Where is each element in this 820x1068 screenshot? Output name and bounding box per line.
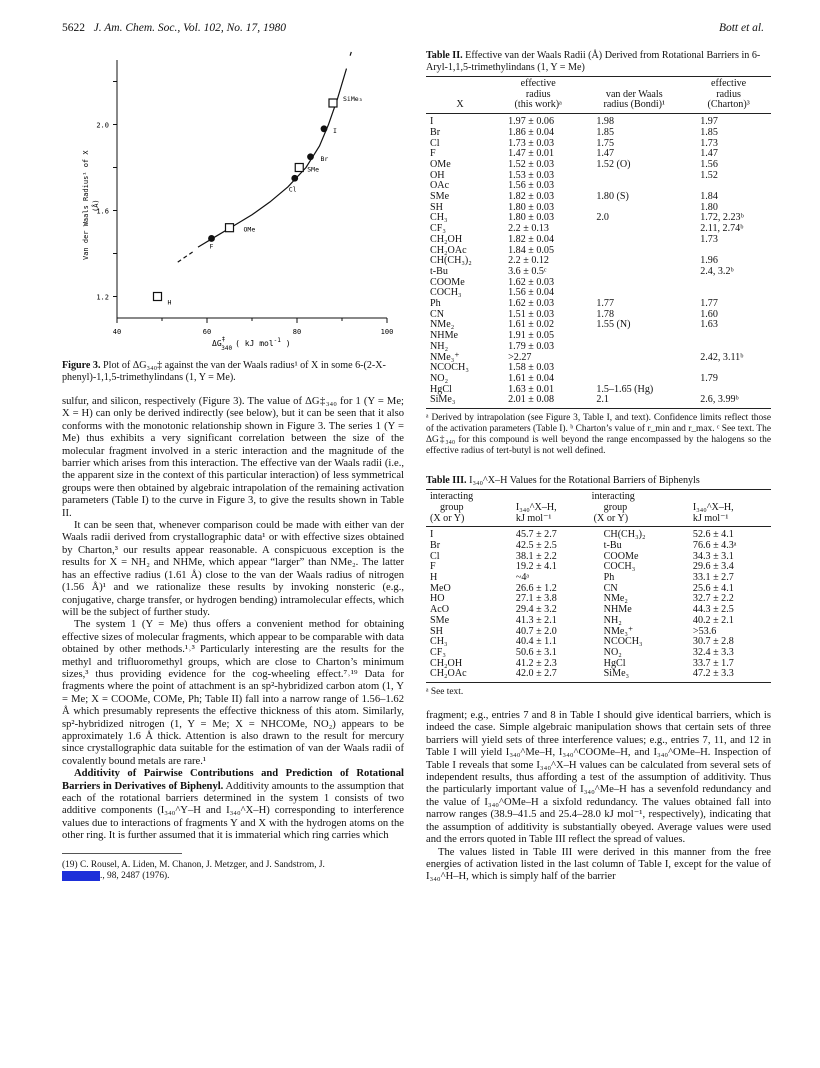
table-header: radius	[525, 88, 551, 100]
table3-row	[426, 669, 771, 682]
left-column	[62, 50, 404, 883]
table-2-label: Table II.	[426, 50, 463, 61]
table3-cell: CF₃	[430, 646, 446, 658]
table3-cell: COOMe	[603, 550, 639, 562]
table2-cell	[686, 342, 771, 353]
paragraph	[62, 768, 404, 842]
x-tick-label: 40	[112, 328, 122, 336]
data-point-ome	[226, 224, 234, 232]
table2-cell	[582, 353, 686, 364]
table2-cell: 1.47	[700, 148, 718, 160]
table3-cell: 45.7 ± 2.7	[515, 529, 557, 541]
table2-cell: NO₂	[430, 372, 449, 384]
table2-cell: 1.80 (S)	[596, 191, 629, 203]
table-header: radius	[716, 88, 741, 100]
table3-cell: Br	[430, 539, 441, 551]
table3-cell: 29.4 ± 3.2	[515, 604, 557, 616]
table2-cell: 1.86 ± 0.04	[508, 126, 555, 138]
table2-cell: CN	[430, 308, 445, 320]
table2-cell	[686, 331, 771, 342]
table2-cell: 2.2 ± 0.13	[508, 223, 549, 235]
table2-row	[426, 246, 771, 257]
table2-cell: 1.58 ± 0.03	[508, 362, 555, 374]
table2-cell: HgCl	[430, 383, 452, 395]
table2-row	[426, 128, 771, 139]
table-header: van der Waals	[605, 88, 663, 100]
table2-cell: 1.53 ± 0.03	[508, 169, 555, 181]
table3-cell: CN	[603, 582, 618, 594]
table3-cell: H	[430, 572, 438, 584]
table2-cell: 1.80	[700, 201, 718, 213]
table2-cell: OAc	[430, 180, 450, 192]
table3-cell: 41.3 ± 2.1	[515, 614, 557, 626]
table2-cell: 2.4, 3.2ᵇ	[700, 265, 734, 277]
x-axis-label-unit-end: )	[280, 339, 291, 348]
table2-row	[426, 363, 771, 374]
table3-cell: 76.6 ± 4.3ᵃ	[692, 539, 737, 551]
table2-cell: 2.2 ± 0.12	[508, 255, 549, 267]
table-2	[426, 76, 771, 409]
table3-row	[426, 616, 771, 627]
table2-cell: 1.80 ± 0.03	[508, 212, 555, 224]
table3-cell: 26.6 ± 1.2	[515, 582, 557, 594]
table-header	[679, 490, 771, 503]
table-3-label: Table III.	[426, 475, 467, 487]
table2-cell: 1.52 ± 0.03	[508, 158, 555, 170]
table3-cell: MeO	[430, 582, 451, 594]
table3-cell: HgCl	[603, 657, 626, 669]
table-header: (Charton)³	[686, 100, 771, 113]
table3-cell: t-Bu	[603, 539, 622, 551]
table2-cell	[686, 181, 771, 192]
table2-cell: CH₃	[430, 212, 448, 224]
point-label-h: H	[167, 298, 172, 307]
figure-3-caption-label: Figure 3.	[62, 360, 101, 371]
table-header	[582, 77, 686, 90]
table2-cell: 1.47	[596, 148, 614, 160]
table2-cell: 1.62 ± 0.03	[508, 276, 555, 288]
table2-cell: CH₂OH	[430, 233, 463, 245]
table3-cell: 33.1 ± 2.7	[692, 572, 734, 584]
table3-cell: 19.2 ± 4.1	[515, 561, 557, 573]
data-point-f	[208, 235, 215, 242]
table3-cell: 32.4 ± 3.3	[692, 646, 734, 658]
table2-cell: 1.72, 2.23ᵇ	[700, 212, 744, 224]
table2-cell: 1.78	[596, 308, 614, 320]
table-2-body	[426, 114, 771, 409]
table2-cell: 1.73	[700, 233, 718, 245]
table2-cell: NMe₂	[430, 319, 455, 331]
paragraph: The system 1 (Y = Me) thus offers a convenient method for obtaining effective sizes of molecular fragments, which appear to be comparable with data obtained by other methods.¹˒³ Particularly interesting are the results for the methyl and trifluoromethyl groups, which are close to Charton’s minimum sizes,³ thus providing evidence for the cog-wheeling effect.⁷˒¹⁹ Data for fragments where the point of attachment is an sp²-hybridized carbon atom (1, Y = Me; X = COOMe, COMe, Ph; Table II) fall into a narrow range of 1.56–1.62 Å which presumably represents the effective thickness of this atom. Similarly, sp²-hybridized nitrogen (1, Y = Me; X = NHCOMe, NO₂) appears to be approximately 1.6 Å thick. Attention is also drawn to the result for mercury since crystallographic data suitable for the estimation of van der Waals radii of covalently bound metals are rare.¹	[62, 619, 404, 767]
table2-cell: NCOCH₃	[430, 362, 469, 374]
table2-cell: OH	[430, 169, 445, 181]
table3-row	[426, 527, 771, 541]
x-axis-label-unit: ( kJ mol	[235, 339, 274, 348]
table3-cell: 25.6 ± 4.1	[692, 582, 734, 594]
data-point-cl	[291, 175, 298, 182]
table3-cell: NHMe	[603, 604, 632, 616]
table2-row	[426, 353, 771, 364]
footnote-text-end: ., 98, 2487 (1976).	[100, 871, 170, 882]
table2-cell: 1.84 ± 0.05	[508, 244, 555, 256]
table-header: radius (Bondi)¹	[582, 100, 686, 113]
right-column	[426, 50, 771, 884]
table3-cell: CH(CH₃)₂	[603, 529, 646, 541]
table2-cell: 1.77	[700, 298, 718, 310]
page-number: 5622	[62, 22, 85, 34]
point-label-i: I	[333, 126, 337, 135]
table2-cell	[686, 363, 771, 374]
table3-cell: NCOCH₃	[603, 636, 643, 648]
table2-cell: 1.97 ± 0.06	[508, 116, 555, 128]
table2-cell	[686, 246, 771, 257]
x-axis-label-sub: 340	[221, 345, 233, 352]
table-header: interacting	[426, 490, 502, 503]
table2-cell: 1.73	[700, 137, 718, 149]
table3-cell: 38.1 ± 2.2	[515, 550, 557, 562]
table2-cell: 2.0	[596, 212, 609, 224]
table-header: (X or Y)	[426, 514, 502, 527]
table2-cell: 1.60	[700, 308, 718, 320]
table2-cell: SiMe₃	[426, 395, 494, 408]
table3-cell: HO	[430, 593, 445, 605]
point-label-sme: SMe	[307, 165, 319, 174]
table3-cell: F	[430, 561, 436, 573]
table3-cell: CH₂OAc	[426, 669, 502, 682]
point-label-f: F	[209, 242, 214, 251]
table2-cell: Br	[430, 126, 441, 138]
page-header-authors: Bott et al.	[718, 22, 764, 34]
table3-cell: CH₂OH	[430, 657, 463, 669]
table2-row	[426, 224, 771, 235]
table-header	[426, 77, 494, 90]
extrapolation-lower	[178, 251, 194, 262]
table2-cell	[582, 256, 686, 267]
table2-row	[426, 192, 771, 203]
footnote-text: (19) C. Rousel, A. Liden, M. Chanon, J. Metzger, and J. Sandstrom, J.	[62, 859, 325, 870]
left-body-text	[62, 396, 404, 843]
table3-cell: 40.7 ± 2.0	[515, 625, 557, 637]
data-point-sime3	[329, 99, 337, 107]
table2-cell: 1.77	[596, 298, 614, 310]
table3-cell: I	[430, 529, 434, 541]
table2-cell: SMe	[430, 191, 450, 203]
table3-cell: 33.7 ± 1.7	[692, 657, 734, 669]
table2-cell: >2.27	[508, 351, 532, 363]
table2-cell	[582, 278, 686, 289]
table2-cell	[582, 342, 686, 353]
table2-cell: 1.56 ± 0.03	[508, 180, 555, 192]
table2-cell: 1.84	[700, 191, 718, 203]
table-header: interacting	[590, 490, 679, 503]
paragraph: sulfur, and silicon, respectively (Figure 3). The value of ΔG‡₃₄₀ for 1 (Y = Me; X = H) can only be derived indirectly (see below), but it can be seen that it also conforms with the monotonic relationship shown in Figure 3. The series 1 (Y = Me) thus exhibits a very significant correlation between the size of the molecular fragment involved in a steric interaction and the magnitude of the barrier which arises from this interaction. The effective van der Waals radii (i.e., the apparent size in the context of this particular interaction) of less symmetrical groups were then obtained by algebraic intrapolation of the remaining activation parameters (Table I) to the curve in Figure 3, to give the results shown in Table II.	[62, 396, 404, 519]
table2-cell: 1.63	[700, 319, 718, 331]
figure-3	[62, 50, 404, 355]
table2-cell: F	[430, 148, 436, 160]
y-tick-label: 1.6	[96, 207, 109, 216]
table3-cell: 47.2 ± 3.3	[679, 669, 771, 682]
table2-cell: Cl	[430, 137, 440, 149]
section-heading: Additivity of Pairwise Contributions and Prediction of Rotational Barriers in Derivatives of Biphenyl.	[62, 768, 404, 792]
table2-cell: 1.56 ± 0.04	[508, 287, 555, 299]
paragraph: fragment; e.g., entries 7 and 8 in Table I should give identical barriers, which is indeed the case. Simple algebraic manipulation shows that certain sets of three barriers will yield sets of three interference values; e.g., entries 7, 11, and 12 in Table I will yield I₃₄₀^Me–H, I₃₄₀^COOMe–H, and I₃₄₀^OMe–H. Inspection of Table I reveals that some I₃₄₀^X–H values can be calculated from several sets of independent results, thus affording a test of the assumption of additivity. Thus the particularly important value of I₃₄₀^Me–H has a sevenfold redundancy and the value of I₃₄₀^OMe–H a sixfold redundancy. The values obtained fall into narrow ranges (38.9–41.5 and 25.4–28.0 kJ mol⁻¹, respectively), indicating that the assumption of additivity is substantially obeyed. Average values were used and the errors quoted in Table III reflect the spread of values.	[426, 710, 771, 846]
table2-cell: 1.75	[596, 137, 614, 149]
x-tick-label: 60	[202, 328, 212, 336]
highlight-box	[62, 871, 100, 881]
table2-cell	[582, 235, 686, 246]
table2-cell: 1.61 ± 0.04	[508, 372, 555, 384]
table2-cell	[582, 331, 686, 342]
table3-row	[426, 541, 771, 552]
table2-row	[426, 278, 771, 289]
table3-cell: 50.6 ± 3.1	[515, 646, 557, 658]
table2-cell: 2.42, 3.11ᵇ	[700, 351, 744, 363]
table-header: I₃₄₀^X–H,	[515, 501, 557, 513]
table3-cell: 44.3 ± 2.5	[692, 604, 734, 616]
table3-cell: 41.2 ± 2.3	[515, 657, 557, 669]
table-2-title-text: Effective van der Waals Radii (Å) Derived from Rotational Barriers in 6-Aryl-1,1,5-trimethylindans (1, Y = Me)	[426, 50, 761, 73]
table3-cell: COCH₃	[603, 561, 636, 573]
point-label-ome: OMe	[243, 225, 256, 234]
y-axis-unit: (Å)	[92, 199, 100, 212]
table2-row	[426, 342, 771, 353]
table2-cell: 2.1	[582, 395, 686, 408]
table3-cell: SH	[430, 625, 443, 637]
table2-cell: 1.79	[700, 372, 718, 384]
point-label-cl: Cl	[288, 185, 297, 194]
point-label-br: Br	[320, 154, 329, 163]
table3-cell: NMe₂	[603, 593, 628, 605]
y-tick-label: 2.0	[96, 121, 109, 130]
table2-cell: 2.6, 3.99ᵇ	[686, 395, 771, 408]
table2-cell: 1.52 (O)	[596, 158, 631, 170]
table2-cell: SH	[430, 201, 443, 213]
table-header: effective	[494, 77, 582, 90]
table-header: kJ mol⁻¹	[679, 514, 771, 527]
table2-cell: COOMe	[430, 276, 465, 288]
data-point-sme	[295, 164, 303, 172]
table-header	[502, 490, 590, 503]
data-points	[154, 95, 363, 307]
table3-cell: 42.5 ± 2.5	[515, 539, 557, 551]
y-axis-label: Van der Waals Radius¹ of X	[82, 150, 90, 260]
table-header: group	[603, 501, 628, 513]
table2-cell: Ph	[430, 298, 441, 310]
table3-cell: Cl	[430, 550, 440, 562]
footnote-19	[62, 853, 325, 883]
table2-cell	[686, 278, 771, 289]
table-header: (X or Y)	[590, 514, 679, 527]
table-header: kJ mol⁻¹	[502, 514, 590, 527]
table-header: X	[426, 100, 494, 113]
x-tick-label: 80	[292, 328, 302, 336]
table3-cell: 34.3 ± 3.1	[692, 550, 734, 562]
table2-row	[426, 235, 771, 246]
table-header: effective	[686, 77, 771, 90]
table2-row	[426, 267, 771, 278]
table3-cell: 30.7 ± 2.8	[692, 636, 734, 648]
table2-cell: 1.63 ± 0.01	[508, 383, 555, 395]
table3-cell: 27.1 ± 3.8	[515, 593, 557, 605]
x-axis-label	[212, 336, 291, 352]
x-tick-label: 100	[380, 328, 394, 336]
table2-cell: 1.85	[596, 126, 614, 138]
table2-cell: NHMe	[430, 330, 459, 342]
table2-row	[426, 395, 771, 408]
table2-cell: 1.73 ± 0.03	[508, 137, 555, 149]
table2-cell: 1.5–1.65 (Hg)	[596, 383, 654, 395]
table-3-title	[426, 475, 771, 487]
paragraph: It can be seen that, whenever comparison could be made with either van der Waals radii derived from crystallographic data¹ or with effective sizes obtained by Charton,³ our results appear reasonable. A conspicuous exception is the results for X = NH₂ and NHMe, which appear “larger” than NMe₂. The latter has an effective radius (1.61 Å) close to the van der Waals radius of nitrogen (1.56 Å)¹ and we rationalize these results by invoking nonsteric (e.g., conjugative, charge transfer, or hydrogen bending) intramolecular effects, which will be the subject of further study.	[62, 520, 404, 618]
fit-curve	[178, 50, 357, 262]
x-axis-label-main: ΔG	[212, 339, 222, 348]
table3-cell: ~4ᵃ	[515, 572, 530, 584]
table2-cell: OMe	[430, 158, 451, 170]
table2-cell	[582, 224, 686, 235]
table2-cell: NMe₃⁺	[430, 351, 460, 363]
paragraph: The values listed in Table III were derived in this manner from the free energies of activation listed in the last column of Table I, except for the value of I₃₄₀^H–H, which is simply half of the barrier	[426, 846, 771, 883]
figure-3-caption-text: Plot of ΔG₃₄₀‡ against the van der Waals radius¹ of X in some 6-(2-X-phenyl)-1,1,5-trimethylindans (1, Y = Me).	[62, 360, 386, 383]
table2-cell: CH₂OAc	[430, 244, 467, 256]
table3-cell: SiMe₃	[590, 669, 679, 682]
table3-cell: 32.7 ± 2.2	[692, 593, 734, 605]
table2-cell	[686, 288, 771, 299]
table2-cell: 1.80 ± 0.03	[508, 201, 555, 213]
table3-cell: NO₂	[603, 646, 622, 658]
table3-cell: 40.4 ± 1.1	[515, 636, 557, 648]
point-label-sime3: SiMe₃	[343, 95, 363, 103]
table2-cell: 1.52	[700, 169, 718, 181]
table2-cell	[582, 246, 686, 257]
table-3-title-text: I₃₄₀^X–H Values for the Rotational Barriers of Biphenyls	[466, 475, 700, 487]
table-header: group	[440, 501, 464, 513]
table-3-notes: ᵃ See text.	[426, 687, 464, 698]
y-tick-label: 1.2	[96, 293, 109, 302]
table3-cell: 29.6 ± 3.4	[692, 561, 734, 573]
table2-cell: 1.47 ± 0.01	[508, 148, 555, 160]
table-2-notes: ᵃ Derived by intrapolation (see Figure 3, Table I, and text). Confidence limits reflect those of the activation parameters (Table I). ᵇ Charton’s value of r_min and r_max. ᶜ See text. The ΔG‡₃₄₀ for this compound is well beyond the range encompassed by the halogens so the effective radius of tert-butyl is not well defined.	[426, 413, 771, 457]
table3-cell: NH₂	[603, 614, 622, 626]
table2-cell: COCH₃	[430, 287, 462, 299]
table2-row	[426, 160, 771, 171]
table-header: I₃₄₀^X–H,	[692, 501, 734, 513]
table2-cell	[582, 171, 686, 182]
table2-cell: NH₂	[430, 340, 449, 352]
table3-cell: CH₃	[430, 636, 448, 648]
table2-cell: 1.82 ± 0.04	[508, 233, 555, 245]
table2-cell	[582, 363, 686, 374]
table3-cell: AcO	[430, 604, 450, 616]
figure-3-plot	[62, 50, 404, 355]
table3-cell: SMe	[430, 614, 450, 626]
x-axis-label-unit-sup: -1	[273, 337, 281, 344]
paragraph-text: Additivity amounts to the assumption that each of the rotational barriers determined in the system 1 consists of two additive components (I₃₄₀^Y–H and I₃₄₀^X–H) corresponding to interference values due to interactions of fragments Y and X with the hydrogen atoms on the other ring. It is further assumed that it is immaterial which ring carries which	[62, 780, 405, 842]
table2-cell: 1.61 ± 0.02	[508, 319, 555, 331]
table2-cell	[582, 267, 686, 278]
table3-cell: 52.6 ± 4.1	[692, 529, 734, 541]
right-body-text	[426, 710, 771, 884]
table2-cell: 1.82 ± 0.03	[508, 191, 555, 203]
table2-row	[426, 171, 771, 182]
table2-cell: 1.97	[700, 116, 718, 128]
table2-cell: 1.51 ± 0.03	[508, 308, 555, 320]
table2-cell: 1.98	[596, 116, 614, 128]
table2-cell: 1.96	[700, 255, 718, 267]
table-header: (this work)ᵃ	[494, 100, 582, 113]
journal-citation: J. Am. Chem. Soc., Vol. 102, No. 17, 1980	[93, 22, 287, 34]
table2-cell: t-Bu	[430, 265, 448, 277]
table3-cell: 40.2 ± 2.1	[692, 614, 734, 626]
table2-cell: 1.79 ± 0.03	[508, 340, 555, 352]
table2-cell: 1.85	[700, 126, 718, 138]
table2-cell: CF₃	[430, 223, 446, 235]
table2-cell: 2.11, 2.74ᵇ	[700, 223, 744, 235]
table2-row	[426, 320, 771, 331]
table2-cell: I	[430, 116, 434, 128]
table2-cell: 1.62 ± 0.03	[508, 298, 555, 310]
table2-row	[426, 114, 771, 128]
data-point-br	[307, 153, 314, 160]
table3-cell: NMe₃⁺	[603, 625, 634, 637]
table3-cell: 42.0 ± 2.7	[502, 669, 590, 682]
table2-cell: 1.56	[700, 158, 718, 170]
table2-cell: 2.01 ± 0.08	[494, 395, 582, 408]
table2-cell: 1.55 (N)	[596, 319, 631, 331]
table-3-body	[426, 527, 771, 683]
table2-row	[426, 331, 771, 342]
page-header-left	[62, 22, 286, 34]
x-axis-label-sup: ‡	[221, 336, 226, 343]
data-point-h	[154, 293, 162, 301]
table2-cell: 3.6 ± 0.5ᶜ	[508, 265, 547, 277]
table3-cell: >53.6	[692, 625, 717, 637]
table-2-title	[426, 50, 771, 74]
extrapolation-upper	[350, 50, 357, 56]
figure-3-caption	[62, 360, 404, 384]
table2-cell: 1.91 ± 0.05	[508, 330, 555, 342]
table-3	[426, 489, 771, 683]
table2-cell: CH(CH₃)₂	[430, 255, 472, 267]
data-point-i	[321, 125, 328, 132]
table3-cell: Ph	[603, 572, 615, 584]
